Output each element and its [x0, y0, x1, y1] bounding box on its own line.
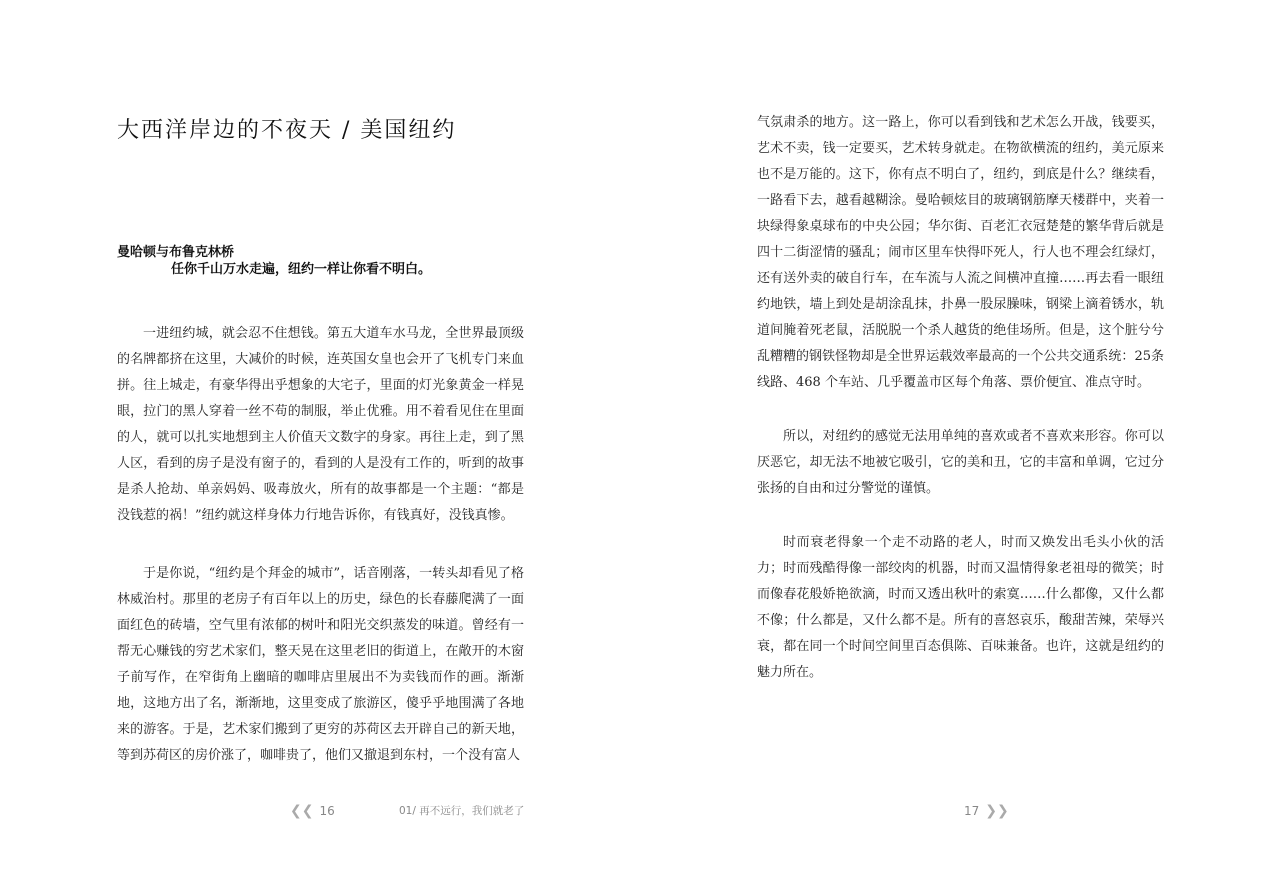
right-page — [640, 0, 1280, 873]
running-head: 01/ 再不远行，我们就老了 — [399, 805, 525, 817]
section-subtitle — [117, 244, 431, 278]
subtitle-line-2: 任你千山万水走遍，纽约一样让你看不明白。 — [171, 262, 432, 277]
page-number: 16 — [319, 804, 335, 818]
subtitle-line-1: 曼哈顿与布鲁克林桥 — [117, 245, 235, 260]
paragraph: 气氛肃杀的地方。这一路上，你可以看到钱和艺术怎么开战，钱要买，艺术不卖，钱一定要买，艺术转身就走。在物欲横流的纽约，美元原来也不是万能的。这下，你有点不明白了，纽约，到底是什么？继续看，一路看下去，越看越糊涂。曼哈顿炫目的玻璃钢筋摩天楼群中，夹着一块绿得象桌球布的中央公园；华尔街、百老汇衣冠楚楚的繁华背后就是四十二街涩情的骚乱；闹市区里车快得吓死人，行人也不理会红绿灯，还有送外卖的破自行车，在车流与人流之间横冲直撞……再去看一眼纽约地铁，墙上到处是胡涂乱抹，扑鼻一股尿臊味，钢梁上滴着锈水，轨道间腌着死老鼠，活脱脱一个杀人越货的绝佳场所。但是，这个脏兮兮乱糟糟的钢铁怪物却是全世界运载效率最高的一个公共交通系统：25条线路、468 个车站、几乎覆盖市区每个角落、票价便宜、准点守时。 — [757, 115, 1164, 390]
paragraph: 所以，对纽约的感觉无法用单纯的喜欢或者不喜欢来形容。你可以厌恶它，却无法不地被它吸引，它的美和丑，它的丰富和单调，它过分张扬的自由和过分警觉的谨慎。 — [757, 429, 1164, 496]
paragraph: 于是你说，“纽约是个拜金的城市”，话音刚落，一转头却看见了格林威治村。那里的老房子有百年以上的历史，绿色的长春藤爬满了一面面红色的砖墙，空气里有浓郁的树叶和阳光交织蒸发的味道。曾经有一帮无心赚钱的穷艺术家们，整天晃在这里老旧的街道上，在敞开的木窗子前写作，在窄街角上幽暗的咖啡店里展出不为卖钱而作的画。渐渐地，这地方出了名，渐渐地，这里变成了旅游区，傻乎乎地围满了各地来的游客。于是，艺术家们搬到了更穷的苏荷区去开辟自己的新天地，等到苏荷区的房价涨了，咖啡贵了，他们又撤退到东村，一个没有富人 — [117, 566, 524, 763]
paragraph: 一进纽约城，就会忍不住想钱。第五大道车水马龙，全世界最顶级的名牌都挤在这里，大减价的时候，连英国女皇也会开了飞机专门来血拼。往上城走，有豪华得出乎想象的大宅子，里面的灯光象黄金一样晃眼，拉门的黑人穿着一丝不苟的制服，举止优雅。用不着看见住在里面的人，就可以扎实地想到主人价值天文数字的身家。再往上走，到了黑人区，看到的房子是没有窗子的，看到的人是没有工作的，听到的故事是杀人抢劫、单亲妈妈、吸毒放火，所有的故事都是一个主题：“都是没钱惹的祸！”纽约就这样身体力行地告诉你，有钱真好，没钱真惨。 — [117, 326, 524, 523]
chapter-title: 大西洋岸边的不夜天 / 美国纽约 — [117, 118, 457, 143]
right-footer — [958, 803, 1009, 819]
left-body-text — [117, 321, 524, 769]
chevron-left-icon[interactable]: ❮❮ — [290, 803, 314, 819]
paragraph: 时而衰老得象一个走不动路的老人，时而又焕发出毛头小伙的活力；时而残酷得像一部绞肉的机器，时而又温情得象老祖母的微笑；时而像春花般娇艳欲滴，时而又透出秋叶的索寞……什么都像，又什么都不像；什么都是，又什么都不是。所有的喜怒哀乐，酸甜苦辣，荣辱兴衰，都在同一个时间空间里百态俱陈、百味兼备。也许，这就是纽约的魅力所在。 — [757, 535, 1164, 680]
left-footer — [290, 803, 341, 819]
chevron-right-icon[interactable]: ❯❯ — [985, 803, 1009, 819]
right-body-text — [757, 110, 1164, 686]
page-number: 17 — [964, 804, 980, 818]
